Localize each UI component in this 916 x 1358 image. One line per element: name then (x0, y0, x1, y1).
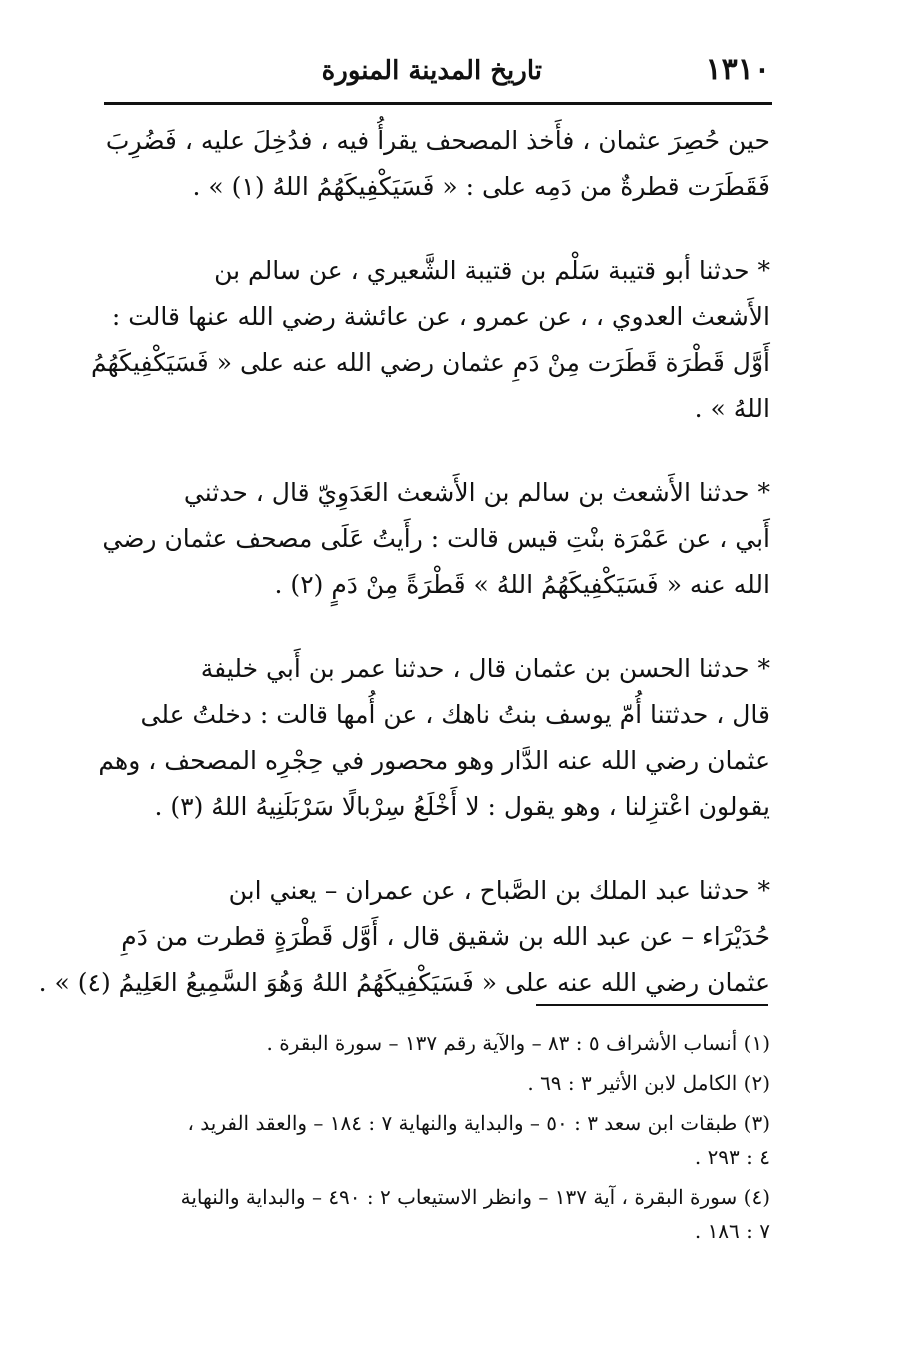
text-line: قال ، حدثتنا أُمّ يوسف بنتُ ناهك ، عن أُمها قالت : دخلتُ على (140, 700, 770, 729)
text-line: عثمان رضي الله عنه على « فَسَيَكْفِيكَهُمُ اللهُ وَهُوَ السَّمِيعُ العَلِيمُ (٤) » . (38, 968, 770, 997)
footnote-3 (104, 1106, 770, 1174)
footnote-2 (104, 1066, 770, 1100)
text-line: * حدثنا الأَشعث بن سالم بن الأَشعث العَدَوِيّ قال ، حدثني (183, 478, 770, 507)
text-line: حين حُصِرَ عثمان ، فأَخذ المصحف يقرأُ فيه ، فدُخِلَ عليه ، فَضُرِبَ (105, 126, 770, 155)
text-line: اللهُ » . (694, 394, 770, 423)
main-text (38, 118, 770, 1006)
text-line: الله عنه « فَسَيَكْفِيكَهُمُ اللهُ » قَطْرَةً مِنْ دَمٍ (٢) . (274, 570, 770, 599)
footnote-line: (٤) سورة البقرة ، آية ١٣٧ – وانظر الاستيعاب ٢ : ٤٩٠ – والبداية والنهاية (180, 1185, 770, 1209)
text-line: * حدثنا أبو قتيبة سَلْم بن قتيبة الشَّعيري ، عن سالم بن (214, 256, 770, 285)
text-line: * حدثنا الحسن بن عثمان قال ، حدثنا عمر بن أَبي خليفة (200, 654, 770, 683)
footnote-line: ٧ : ١٨٦ . (694, 1219, 770, 1243)
footnote-line: (٢) الكامل لابن الأثير ٣ : ٦٩ . (527, 1071, 770, 1095)
footnote-line: (٣) طبقات ابن سعد ٣ : ٥٠ – والبداية والنهاية ٧ : ١٨٤ – والعقد الفريد ، (187, 1111, 770, 1135)
paragraph-5 (38, 868, 770, 1006)
footnote-rule (536, 1004, 768, 1006)
text-line: * حدثنا عبد الملك بن الصَّباح ، عن عمران – يعني ابن (228, 876, 770, 905)
footnotes (104, 1026, 770, 1254)
running-title: تاريخ المدينة المنورة (321, 56, 542, 86)
text-line: الأَشعث العدوي ، ، عن عمرو ، عن عائشة رضي الله عنها قالت : (111, 302, 770, 331)
footnote-4 (104, 1180, 770, 1248)
page-header (104, 52, 770, 92)
footnote-line: (١) أنساب الأشراف ٥ : ٨٣ – والآية رقم ١٣٧ – سورة البقرة . (266, 1031, 770, 1055)
paragraph-2 (91, 248, 770, 432)
page-number: ١٣١٠ (705, 52, 770, 87)
header-rule (104, 102, 772, 105)
text-line: يقولون اعْتزِلنا ، وهو يقول : لا أَخْلَعُ سِرْبالًا سَرْبَلَنِيهُ اللهُ (٣) . (154, 792, 770, 821)
footnote-line: ٤ : ٢٩٣ . (694, 1145, 770, 1169)
text-line: عثمان رضي الله عنه الدَّار وهو محصور في حِجْرِه المصحف ، وهم (98, 746, 770, 775)
text-line: فَقَطَرَت قطرةٌ من دَمِه على : « فَسَيَكْفِيكَهُمُ اللهُ (١) » . (192, 172, 770, 201)
text-line: أَبي ، عن عَمْرَة بنْتِ قيس قالت : رأَيتُ عَلَى مصحف عثمان رضي (102, 524, 770, 553)
paragraph-4 (98, 646, 770, 830)
footnote-1 (104, 1026, 770, 1060)
paragraph-3 (104, 470, 770, 608)
text-line: أَوَّل قَطْرَة قَطَرَت مِنْ دَمِ عثمان رضي الله عنه على « فَسَيَكْفِيكَهُمُ (91, 348, 770, 377)
text-line: حُدَيْرَاء – عن عبد الله بن شقيق قال ، أَوَّل قَطْرَةٍ قطرت من دَمِ (121, 922, 770, 951)
paragraph-1 (104, 118, 770, 210)
